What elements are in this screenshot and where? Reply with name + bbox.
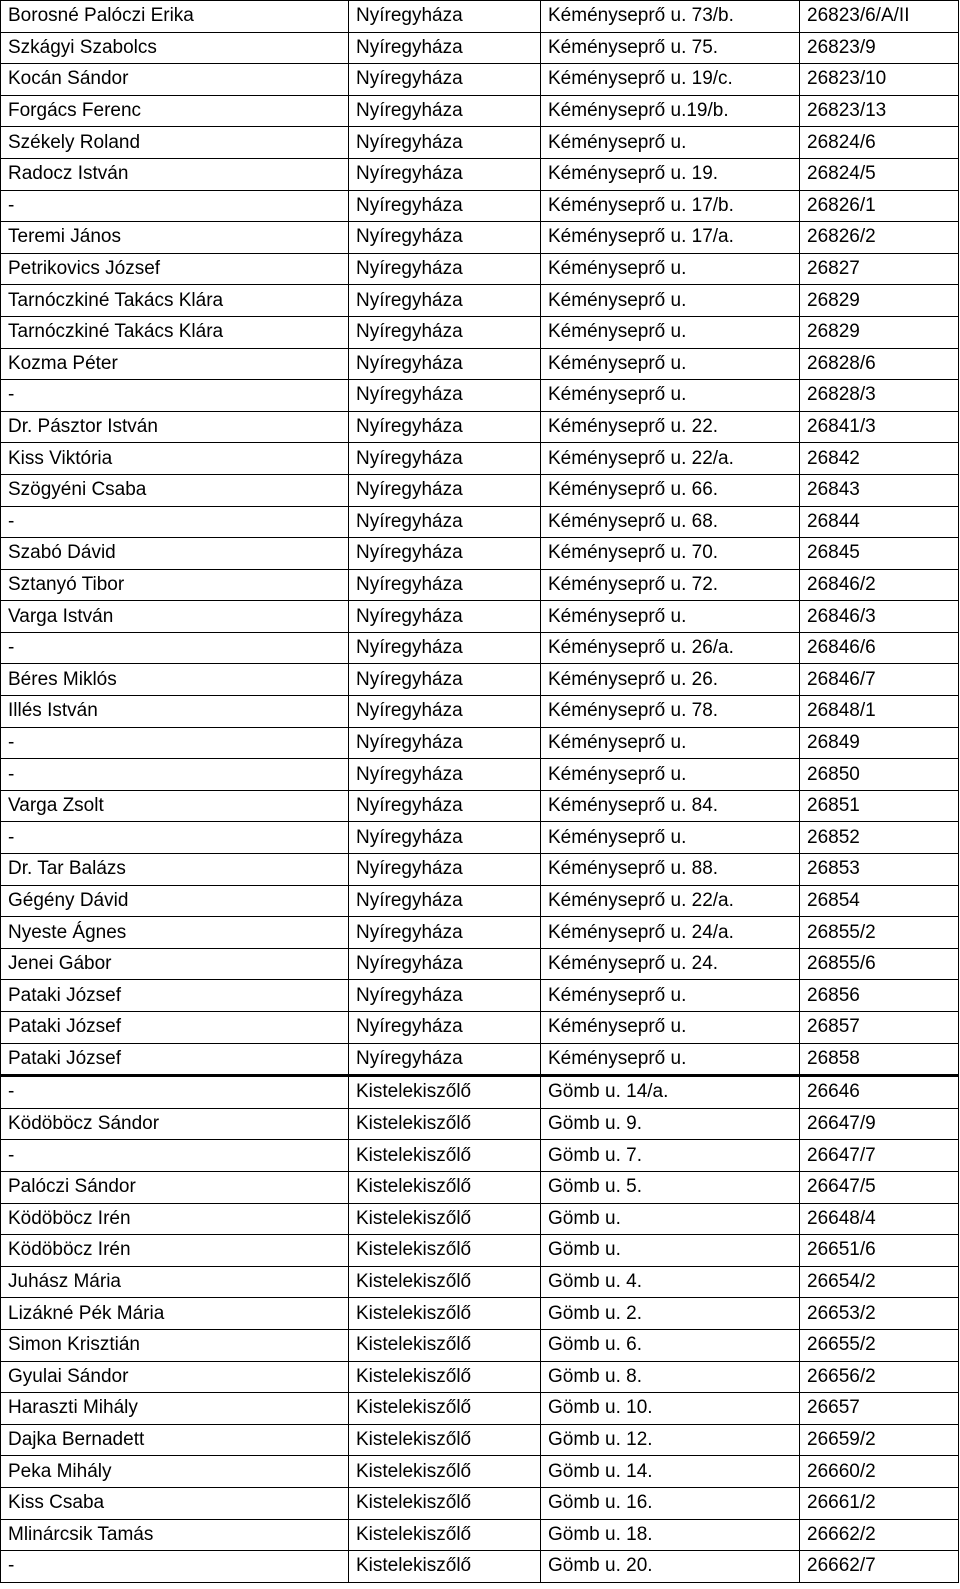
owner-cell: Juhász Mária <box>1 1266 349 1298</box>
address-cell: Kéményseprő u. <box>541 127 800 159</box>
parcel-number-cell: 26827 <box>800 253 959 285</box>
address-cell: Kéményseprő u. 70. <box>541 538 800 570</box>
parcel-number-cell: 26647/7 <box>800 1140 959 1172</box>
parcel-number-cell: 26828/6 <box>800 348 959 380</box>
table-row <box>1 1171 959 1203</box>
address-cell: Kéményseprő u. 24. <box>541 948 800 980</box>
parcel-number-cell: 26829 <box>800 316 959 348</box>
owner-cell: - <box>1 380 349 412</box>
settlement-cell: Kistelekiszőlő <box>349 1487 541 1519</box>
address-cell: Kéményseprő u. <box>541 253 800 285</box>
table-row <box>1 1456 959 1488</box>
parcel-number-cell: 26648/4 <box>800 1203 959 1235</box>
parcel-number-cell: 26846/3 <box>800 601 959 633</box>
table-row <box>1 411 959 443</box>
owner-cell: - <box>1 1551 349 1583</box>
parcel-number-cell: 26657 <box>800 1393 959 1425</box>
table-row <box>1 506 959 538</box>
settlement-cell: Nyíregyháza <box>349 917 541 949</box>
owner-cell: Varga István <box>1 601 349 633</box>
settlement-cell: Kistelekiszőlő <box>349 1329 541 1361</box>
parcel-number-cell: 26823/9 <box>800 32 959 64</box>
parcel-number-cell: 26646 <box>800 1076 959 1109</box>
table-row <box>1 885 959 917</box>
settlement-cell: Kistelekiszőlő <box>349 1108 541 1140</box>
address-cell: Kéményseprő u. 72. <box>541 569 800 601</box>
settlement-cell: Nyíregyháza <box>349 1012 541 1044</box>
table-row <box>1 1076 959 1109</box>
owner-cell: Kiss Csaba <box>1 1487 349 1519</box>
settlement-cell: Nyíregyháza <box>349 727 541 759</box>
table-row <box>1 917 959 949</box>
parcel-number-cell: 26848/1 <box>800 696 959 728</box>
address-cell: Kéményseprő u. 17/a. <box>541 222 800 254</box>
parcel-number-cell: 26846/6 <box>800 632 959 664</box>
address-cell: Kéményseprő u. <box>541 348 800 380</box>
table-row <box>1 32 959 64</box>
parcel-number-cell: 26661/2 <box>800 1487 959 1519</box>
settlement-cell: Nyíregyháza <box>349 632 541 664</box>
address-cell: Gömb u. <box>541 1235 800 1267</box>
parcel-number-cell: 26858 <box>800 1043 959 1076</box>
table-row <box>1 253 959 285</box>
parcel-number-cell: 26842 <box>800 443 959 475</box>
parcel-number-cell: 26855/6 <box>800 948 959 980</box>
owner-cell: Sztanyó Tibor <box>1 569 349 601</box>
table-row <box>1 1043 959 1076</box>
table-row <box>1 1108 959 1140</box>
settlement-cell: Kistelekiszőlő <box>349 1235 541 1267</box>
settlement-cell: Kistelekiszőlő <box>349 1456 541 1488</box>
table-row <box>1 601 959 633</box>
parcel-number-cell: 26851 <box>800 790 959 822</box>
address-cell: Kéményseprő u. <box>541 822 800 854</box>
table-row <box>1 1551 959 1583</box>
owner-cell: Kocán Sándor <box>1 64 349 96</box>
address-cell: Kéményseprő u. 17/b. <box>541 190 800 222</box>
table-row <box>1 1424 959 1456</box>
settlement-cell: Nyíregyháza <box>349 885 541 917</box>
parcel-number-cell: 26852 <box>800 822 959 854</box>
owner-cell: Illés István <box>1 696 349 728</box>
owner-cell: Ködöböcz Sándor <box>1 1108 349 1140</box>
owner-cell: Dr. Pásztor István <box>1 411 349 443</box>
address-cell: Kéményseprő u. 19/c. <box>541 64 800 96</box>
settlement-cell: Nyíregyháza <box>349 222 541 254</box>
address-cell: Kéményseprő u. <box>541 380 800 412</box>
owner-cell: Gyulai Sándor <box>1 1361 349 1393</box>
address-cell: Kéményseprő u. 22. <box>541 411 800 443</box>
settlement-cell: Nyíregyháza <box>349 127 541 159</box>
owner-cell: Dajka Bernadett <box>1 1424 349 1456</box>
settlement-cell: Nyíregyháza <box>349 190 541 222</box>
table-row <box>1 443 959 475</box>
address-cell: Kéményseprő u. <box>541 1043 800 1076</box>
table-row <box>1 790 959 822</box>
parcel-number-cell: 26826/1 <box>800 190 959 222</box>
address-cell: Kéményseprő u. 19. <box>541 158 800 190</box>
table-row <box>1 348 959 380</box>
address-cell: Kéményseprő u. <box>541 759 800 791</box>
owner-cell: Szögyéni Csaba <box>1 474 349 506</box>
address-cell: Kéményseprő u. 26/a. <box>541 632 800 664</box>
owner-cell: - <box>1 1140 349 1172</box>
address-cell: Kéményseprő u. 22/a. <box>541 443 800 475</box>
parcel-number-cell: 26655/2 <box>800 1329 959 1361</box>
parcel-number-cell: 26841/3 <box>800 411 959 443</box>
table-row <box>1 64 959 96</box>
parcel-number-cell: 26659/2 <box>800 1424 959 1456</box>
owner-cell: Pataki József <box>1 1043 349 1076</box>
address-cell: Kéményseprő u. <box>541 980 800 1012</box>
owner-cell: Tarnóczkiné Takács Klára <box>1 316 349 348</box>
settlement-cell: Nyíregyháza <box>349 411 541 443</box>
settlement-cell: Nyíregyháza <box>349 948 541 980</box>
settlement-cell: Nyíregyháza <box>349 790 541 822</box>
address-cell: Gömb u. 14. <box>541 1456 800 1488</box>
owner-cell: Forgács Ferenc <box>1 95 349 127</box>
table-row <box>1 1393 959 1425</box>
settlement-cell: Kistelekiszőlő <box>349 1171 541 1203</box>
owner-cell: Peka Mihály <box>1 1456 349 1488</box>
settlement-cell: Kistelekiszőlő <box>349 1203 541 1235</box>
settlement-cell: Kistelekiszőlő <box>349 1424 541 1456</box>
parcel-number-cell: 26823/13 <box>800 95 959 127</box>
parcel-number-cell: 26856 <box>800 980 959 1012</box>
owner-cell: Pataki József <box>1 1012 349 1044</box>
parcel-number-cell: 26846/2 <box>800 569 959 601</box>
owner-cell: Székely Roland <box>1 127 349 159</box>
owner-cell: Petrikovics József <box>1 253 349 285</box>
owner-cell: - <box>1 822 349 854</box>
settlement-cell: Kistelekiszőlő <box>349 1266 541 1298</box>
address-cell: Kéményseprő u. <box>541 601 800 633</box>
address-cell: Gömb u. 18. <box>541 1519 800 1551</box>
settlement-cell: Kistelekiszőlő <box>349 1519 541 1551</box>
owner-cell: - <box>1 190 349 222</box>
owner-cell: - <box>1 506 349 538</box>
table-row <box>1 632 959 664</box>
settlement-cell: Kistelekiszőlő <box>349 1393 541 1425</box>
settlement-cell: Kistelekiszőlő <box>349 1140 541 1172</box>
parcel-number-cell: 26660/2 <box>800 1456 959 1488</box>
table-row <box>1 1519 959 1551</box>
settlement-cell: Nyíregyháza <box>349 158 541 190</box>
owner-cell: Szkágyi Szabolcs <box>1 32 349 64</box>
table-row <box>1 664 959 696</box>
parcel-number-cell: 26653/2 <box>800 1298 959 1330</box>
table-row <box>1 95 959 127</box>
table-row <box>1 127 959 159</box>
settlement-cell: Nyíregyháza <box>349 696 541 728</box>
owner-cell: Tarnóczkiné Takács Klára <box>1 285 349 317</box>
settlement-cell: Nyíregyháza <box>349 32 541 64</box>
parcel-number-cell: 26845 <box>800 538 959 570</box>
address-cell: Kéményseprő u. 75. <box>541 32 800 64</box>
settlement-cell: Nyíregyháza <box>349 854 541 886</box>
address-cell: Kéményseprő u. 22/a. <box>541 885 800 917</box>
table-row <box>1 190 959 222</box>
settlement-cell: Nyíregyháza <box>349 601 541 633</box>
address-cell: Gömb u. 10. <box>541 1393 800 1425</box>
address-cell: Gömb u. 16. <box>541 1487 800 1519</box>
table-row <box>1 727 959 759</box>
owner-cell: - <box>1 632 349 664</box>
table-row <box>1 158 959 190</box>
settlement-cell: Nyíregyháza <box>349 506 541 538</box>
parcel-number-cell: 26828/3 <box>800 380 959 412</box>
address-cell: Gömb u. 2. <box>541 1298 800 1330</box>
table-row <box>1 948 959 980</box>
table-row <box>1 1012 959 1044</box>
parcel-number-cell: 26843 <box>800 474 959 506</box>
table-row <box>1 538 959 570</box>
address-cell: Kéményseprő u. 68. <box>541 506 800 538</box>
parcel-number-cell: 26846/7 <box>800 664 959 696</box>
owner-cell: Pataki József <box>1 980 349 1012</box>
table-row <box>1 696 959 728</box>
parcel-number-cell: 26647/5 <box>800 1171 959 1203</box>
address-cell: Kéményseprő u. 88. <box>541 854 800 886</box>
table-body <box>1 1 959 1583</box>
parcel-number-cell: 26857 <box>800 1012 959 1044</box>
settlement-cell: Nyíregyháza <box>349 538 541 570</box>
owner-cell: Gégény Dávid <box>1 885 349 917</box>
parcel-number-cell: 26854 <box>800 885 959 917</box>
address-cell: Gömb u. 9. <box>541 1108 800 1140</box>
table-row <box>1 285 959 317</box>
owner-cell: - <box>1 1076 349 1109</box>
table-row <box>1 380 959 412</box>
address-cell: Gömb u. 7. <box>541 1140 800 1172</box>
address-cell: Kéményseprő u. <box>541 285 800 317</box>
table-row <box>1 759 959 791</box>
settlement-cell: Nyíregyháza <box>349 759 541 791</box>
address-cell: Gömb u. 6. <box>541 1329 800 1361</box>
parcel-number-cell: 26826/2 <box>800 222 959 254</box>
table-row <box>1 222 959 254</box>
parcel-number-cell: 26823/6/A/II <box>800 1 959 33</box>
parcel-number-cell: 26850 <box>800 759 959 791</box>
owner-cell: Simon Krisztián <box>1 1329 349 1361</box>
settlement-cell: Nyíregyháza <box>349 822 541 854</box>
address-cell: Kéményseprő u. 73/b. <box>541 1 800 33</box>
owner-cell: Lizákné Pék Mária <box>1 1298 349 1330</box>
owner-cell: Kiss Viktória <box>1 443 349 475</box>
address-cell: Kéményseprő u. 84. <box>541 790 800 822</box>
owner-cell: Borosné Palóczi Erika <box>1 1 349 33</box>
owner-cell: Varga Zsolt <box>1 790 349 822</box>
table-row <box>1 1487 959 1519</box>
table-row <box>1 1361 959 1393</box>
owner-cell: Kozma Péter <box>1 348 349 380</box>
address-cell: Kéményseprő u.19/b. <box>541 95 800 127</box>
table-row <box>1 854 959 886</box>
table-row <box>1 822 959 854</box>
table-row <box>1 1329 959 1361</box>
owner-cell: Mlinárcsik Tamás <box>1 1519 349 1551</box>
table-row <box>1 316 959 348</box>
owner-cell: Dr. Tar Balázs <box>1 854 349 886</box>
address-cell: Kéményseprő u. 26. <box>541 664 800 696</box>
address-cell: Kéményseprő u. <box>541 316 800 348</box>
parcel-number-cell: 26647/9 <box>800 1108 959 1140</box>
settlement-cell: Kistelekiszőlő <box>349 1551 541 1583</box>
parcel-number-cell: 26855/2 <box>800 917 959 949</box>
owner-cell: Haraszti Mihály <box>1 1393 349 1425</box>
table-row <box>1 1 959 33</box>
table-row <box>1 1203 959 1235</box>
address-cell: Kéményseprő u. 24/a. <box>541 917 800 949</box>
address-cell: Kéményseprő u. 66. <box>541 474 800 506</box>
parcel-number-cell: 26656/2 <box>800 1361 959 1393</box>
settlement-cell: Kistelekiszőlő <box>349 1361 541 1393</box>
address-cell: Gömb u. 14/a. <box>541 1076 800 1109</box>
table-row <box>1 1235 959 1267</box>
settlement-cell: Nyíregyháza <box>349 569 541 601</box>
owner-cell: Nyeste Ágnes <box>1 917 349 949</box>
owner-cell: Palóczi Sándor <box>1 1171 349 1203</box>
table-row <box>1 474 959 506</box>
owner-cell: Szabó Dávid <box>1 538 349 570</box>
address-cell: Gömb u. 20. <box>541 1551 800 1583</box>
owner-cell: - <box>1 759 349 791</box>
settlement-cell: Nyíregyháza <box>349 285 541 317</box>
settlement-cell: Nyíregyháza <box>349 664 541 696</box>
parcel-number-cell: 26651/6 <box>800 1235 959 1267</box>
parcel-number-cell: 26824/5 <box>800 158 959 190</box>
owner-cell: Ködöböcz Irén <box>1 1203 349 1235</box>
address-cell: Gömb u. 8. <box>541 1361 800 1393</box>
address-cell: Kéményseprő u. <box>541 1012 800 1044</box>
parcel-number-cell: 26662/2 <box>800 1519 959 1551</box>
parcel-number-cell: 26654/2 <box>800 1266 959 1298</box>
owner-cell: Teremi János <box>1 222 349 254</box>
settlement-cell: Nyíregyháza <box>349 1 541 33</box>
parcel-number-cell: 26853 <box>800 854 959 886</box>
settlement-cell: Nyíregyháza <box>349 64 541 96</box>
settlement-cell: Nyíregyháza <box>349 980 541 1012</box>
address-cell: Kéményseprő u. 78. <box>541 696 800 728</box>
parcel-number-cell: 26829 <box>800 285 959 317</box>
address-cell: Gömb u. <box>541 1203 800 1235</box>
table-row <box>1 569 959 601</box>
owner-cell: Ködöböcz Irén <box>1 1235 349 1267</box>
parcel-number-cell: 26823/10 <box>800 64 959 96</box>
table-row <box>1 1266 959 1298</box>
settlement-cell: Nyíregyháza <box>349 253 541 285</box>
settlement-cell: Nyíregyháza <box>349 348 541 380</box>
parcel-number-cell: 26824/6 <box>800 127 959 159</box>
address-cell: Gömb u. 4. <box>541 1266 800 1298</box>
table-row <box>1 1298 959 1330</box>
parcel-number-cell: 26849 <box>800 727 959 759</box>
settlement-cell: Nyíregyháza <box>349 95 541 127</box>
table-row <box>1 1140 959 1172</box>
owner-cell: Béres Miklós <box>1 664 349 696</box>
parcel-number-cell: 26662/7 <box>800 1551 959 1583</box>
settlement-cell: Nyíregyháza <box>349 443 541 475</box>
table-row <box>1 980 959 1012</box>
address-cell: Kéményseprő u. <box>541 727 800 759</box>
address-cell: Gömb u. 5. <box>541 1171 800 1203</box>
settlement-cell: Kistelekiszőlő <box>349 1076 541 1109</box>
settlement-cell: Nyíregyháza <box>349 474 541 506</box>
settlement-cell: Nyíregyháza <box>349 1043 541 1076</box>
settlement-cell: Nyíregyháza <box>349 316 541 348</box>
owner-cell: Radocz István <box>1 158 349 190</box>
owner-cell: - <box>1 727 349 759</box>
owner-cell: Jenei Gábor <box>1 948 349 980</box>
parcel-number-cell: 26844 <box>800 506 959 538</box>
address-cell: Gömb u. 12. <box>541 1424 800 1456</box>
settlement-cell: Kistelekiszőlő <box>349 1298 541 1330</box>
settlement-cell: Nyíregyháza <box>349 380 541 412</box>
